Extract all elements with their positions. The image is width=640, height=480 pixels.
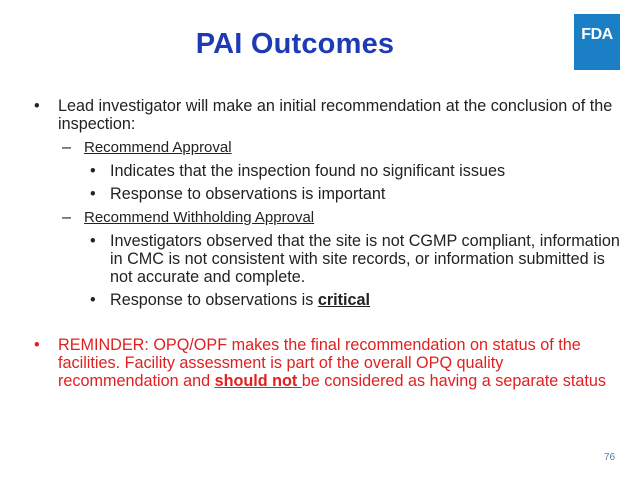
slide-content [34,97,624,390]
reminder-suffix: be considered as having a separate status [301,372,606,390]
withholding-heading: Recommend Withholding Approval [84,209,315,226]
fda-logo-text: FDA [581,26,613,43]
bullet-icon: • [34,97,40,115]
withholding-heading-item [34,208,624,227]
bullet-icon: • [34,336,40,354]
withholding-item [34,232,624,286]
reminder-prefix: REMINDER: OPQ/OPF makes the final recommendation on status of the facilities. Facility assessment is part of the overall OPQ quality recommendation and [58,336,581,390]
main-bullet-text: Lead investigator will make an initial recommendation at the conclusion of the inspection: [58,97,613,133]
withholding-item [34,291,624,309]
approval-heading-item [34,138,624,157]
approval-item [34,162,624,180]
dash-icon: – [62,208,72,226]
page-number: 76 [604,452,616,463]
bullet-icon: • [90,232,96,250]
bullet-icon: • [90,185,96,203]
reminder-bullet [34,336,624,390]
approval-item [34,185,624,203]
withholding-item-prefix: Response to observations is [110,291,318,309]
critical-emphasis: critical [317,291,371,309]
should-not-emphasis: should not [214,372,302,390]
fda-logo [574,14,620,70]
slide-title: PAI Outcomes [195,28,395,60]
approval-item-text: Response to observations is important [110,185,386,203]
bullet-icon: • [90,162,96,180]
main-bullet [34,97,624,133]
withholding-item-text: Investigators observed that the site is not CGMP compliant, information in CMC is not consistent with site records, or information submitted is not accurate and complete. [110,232,620,286]
bullet-icon: • [90,291,96,309]
approval-item-text: Indicates that the inspection found no significant issues [110,162,506,180]
dash-icon: – [62,138,72,156]
approval-heading: Recommend Approval [84,139,232,156]
